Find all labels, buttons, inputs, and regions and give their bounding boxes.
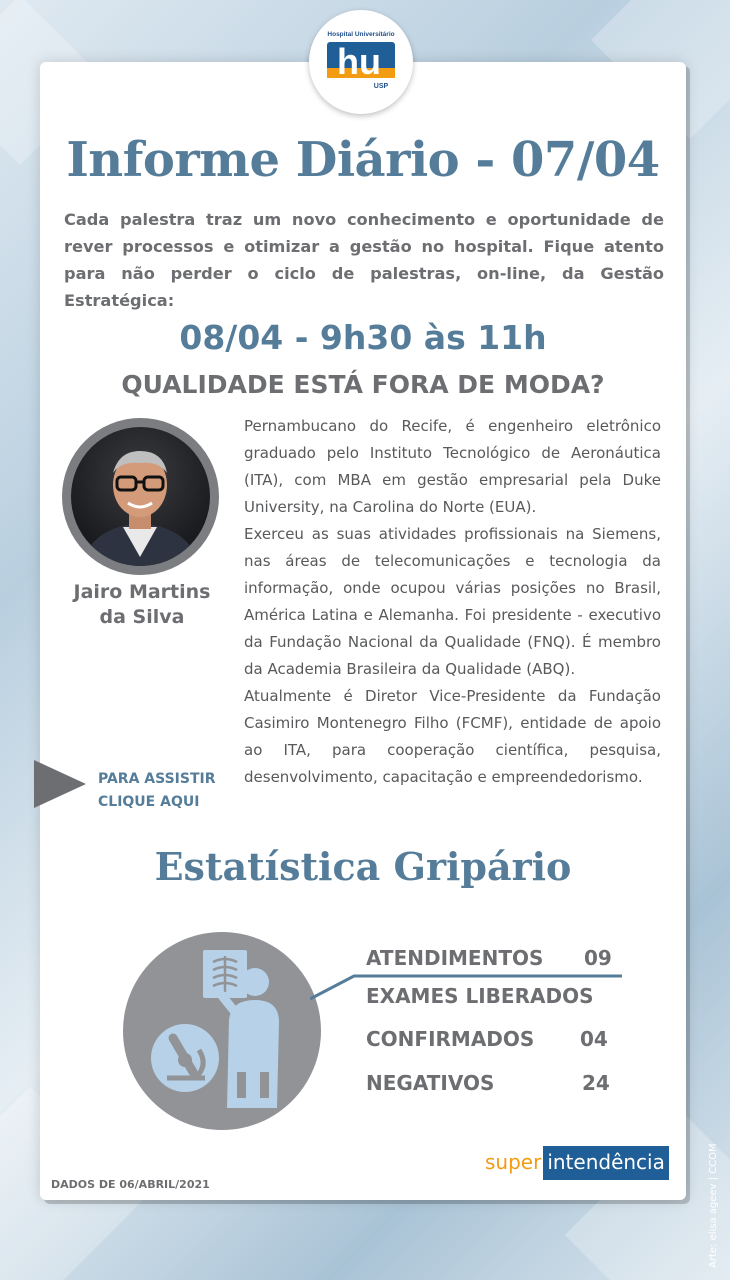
logo-sub: USP bbox=[373, 83, 389, 90]
stat-row-negativos bbox=[366, 1071, 610, 1095]
speaker-photo bbox=[71, 427, 210, 566]
speaker-photo-frame bbox=[62, 418, 219, 575]
logo-intendencia: intendência bbox=[543, 1146, 669, 1180]
stat-row-confirmados bbox=[366, 1027, 608, 1051]
stat-label: EXAMES LIBERADOS bbox=[366, 984, 594, 1008]
stat-label: CONFIRMADOS bbox=[366, 1027, 535, 1051]
doctor-microscope-icon bbox=[123, 932, 321, 1130]
hu-logo-icon bbox=[323, 24, 399, 100]
stat-value: 09 bbox=[584, 946, 612, 970]
bio-paragraph: Atualmente é Diretor Vice-Presidente da Fundação Casimiro Montenegro Filho (FCMF), entidade de apoio ao ITA, para cooperação científica, pesquisa, desenvolvimento, capacitação e empreendedorismo. bbox=[244, 687, 661, 786]
stat-label: ATENDIMENTOS bbox=[366, 946, 544, 970]
logo-top-text: Hospital Universitário bbox=[327, 31, 395, 38]
speaker-name-line1: Jairo Martins bbox=[73, 581, 211, 603]
watch-link-line2[interactable]: CLIQUE AQUI bbox=[98, 794, 200, 810]
stat-row-exames bbox=[366, 984, 593, 1008]
watch-link-line1[interactable]: PARA ASSISTIR bbox=[98, 771, 216, 787]
speaker-bio bbox=[244, 413, 661, 791]
bio-paragraph: Exerceu as suas atividades profissionais na Siemens, nas áreas de telecomunicações e tecnologia da informação, onde ocupou várias posições no Brasil, América Latina e Alemanha. Foi presidente - executivo da Fundação Nacional da Qualidade (FNQ). É membro da Academia Brasileira da Qualidade (ABQ). bbox=[244, 525, 661, 678]
art-credit: Arte: elisa ageev | CCOM bbox=[708, 1143, 719, 1268]
watch-link[interactable] bbox=[98, 768, 228, 814]
speaker-name bbox=[62, 580, 222, 630]
lecture-title: QUALIDADE ESTÁ FORA DE MODA? bbox=[121, 370, 605, 399]
speaker-portrait-icon bbox=[71, 427, 210, 566]
play-arrow-icon[interactable] bbox=[34, 760, 86, 808]
speaker-name-line2: da Silva bbox=[99, 606, 185, 628]
intro-text: Cada palestra traz um novo conhecimento e oportunidade de rever processos e otimizar a gestão no hospital. Fique atento para não perder o ciclo de palestras, on-line, da Gestão Estratégica: bbox=[64, 210, 664, 310]
logo-super: super bbox=[485, 1146, 543, 1180]
page-title: Informe Diário - 07/04 bbox=[66, 132, 660, 188]
logo-letters: hu bbox=[337, 41, 381, 82]
stats-title: Estatística Gripário bbox=[154, 844, 572, 889]
bio-paragraph: Pernambucano do Recife, é engenheiro eletrônico graduado pelo Instituto Tecnológico de Aeronáutica (ITA), com MBA em gestão empresarial pela Duke University, na Carolina do Norte (EUA). bbox=[244, 417, 661, 516]
stat-label: NEGATIVOS bbox=[366, 1071, 495, 1095]
stat-row-atendimentos bbox=[366, 946, 612, 970]
stat-value: 24 bbox=[582, 1071, 610, 1095]
stats-illustration bbox=[123, 932, 321, 1130]
stat-value: 04 bbox=[580, 1027, 608, 1051]
superintendencia-logo bbox=[485, 1146, 669, 1180]
data-date-label: DADOS DE 06/ABRIL/2021 bbox=[51, 1178, 210, 1191]
event-date-time: 08/04 - 9h30 às 11h bbox=[179, 318, 547, 357]
hu-usp-logo bbox=[309, 10, 413, 114]
